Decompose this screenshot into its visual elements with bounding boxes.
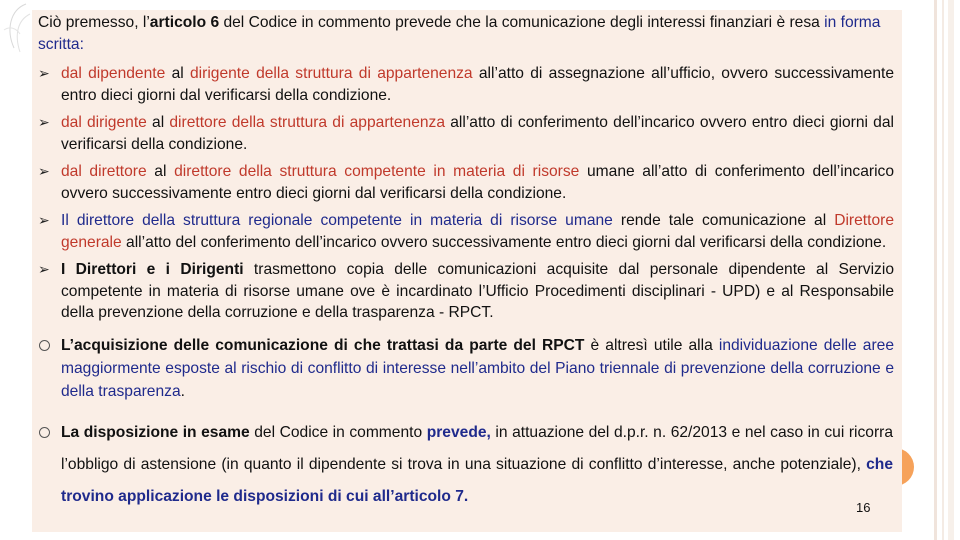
list-item: ➢ dal dipendente al dirigente della struttura di appartenenza all’atto di assegnazione all’ufficio, ovvero successivamente entro dieci giorni dal verificarsi della condizione. [38,65,894,104]
circle-bullet-icon [39,427,50,438]
list-item: La disposizione in esame del Codice in commento prevede, in attuazione del d.p.r. n. 62/2013 e nel caso in cui ricorra l’obbligo di astensione (in quanto il dipendente si trova in una situazione di conflitto d’interesse, anche potenziale), che trovino applicazione le disposizioni di cui all’articolo 7. [38,417,893,513]
list-item: L’acquisizione delle comunicazione di che trattasi da parte del RPCT è altresì utile alla individuazione delle aree maggiormente esposte al rischio di conflitto di interesse nell’ambito del Piano triennale di prevenzione della corruzione e della trasparenza. [38,334,894,403]
circle-bullet-icon [39,340,50,351]
arrowhead-bullet-icon: ➢ [38,212,50,228]
list-item: ➢ dal dirigente al direttore della struttura di appartenenza all’atto di conferimento dell’incarico ovvero entro dieci giorni dal verificarsi della condizione. [38,114,894,153]
arrowhead-bullet-icon: ➢ [38,114,50,130]
list-item: ➢ dal direttore al direttore della struttura competente in materia di risorse umane all’atto di conferimento dell’incarico ovvero successivamente entro dieci giorni dal verificarsi della condizione. [38,163,895,202]
list-item: ➢ Il direttore della struttura regionale competente in materia di risorse umane rende tale comunicazione al Direttore generale all’atto del conferimento dell’incarico ovvero successivamente entro dieci giorni dal verificarsi della condizione. [38,212,894,251]
list-item: ➢ I Direttori e i Dirigenti trasmettono copia delle comunicazioni acquisite dal personale dipendente al Servizio competente in materia di risorse umane ove è incardinato l’Ufficio Procedimenti disciplinari - UPD) e al Responsabile della prevenzione della corruzione e della trasparenza - RPCT. [38,261,894,321]
arrowhead-bullet-icon: ➢ [38,261,50,277]
slide-content [38,12,894,513]
left-decoration [0,0,32,540]
arrowhead-bullet-icon: ➢ [38,163,50,179]
right-decoration [928,0,960,540]
arrowhead-bullet-icon: ➢ [38,65,50,81]
intro-paragraph: Ciò premesso, l’articolo 6 del Codice in commento prevede che la comunicazione degli interessi finanziari è resa in forma scritta: [38,14,881,53]
page-number: 16 [856,500,871,515]
corner-swirl-icon [0,0,32,70]
